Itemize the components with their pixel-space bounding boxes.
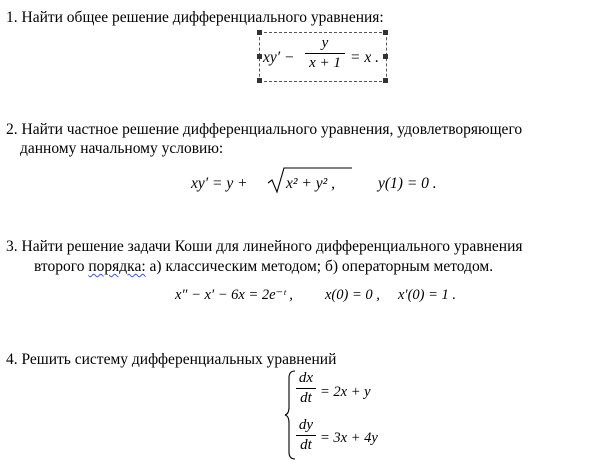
equation-1-denominator: x + 1 — [309, 55, 341, 71]
system-eq-2-rhs: = 3x + 4y — [320, 430, 378, 446]
problem-3-line-2-part-a: второго — [34, 258, 89, 275]
resize-handle-right[interactable] — [383, 54, 388, 59]
system-eq-2-derivative — [296, 418, 316, 453]
problem-3-line-2-part-b: а) классическим методом; б) операторным методом. — [145, 258, 494, 275]
equation-3-condition-2: x′(0) = 1 . — [398, 287, 457, 303]
resize-handle-bottom-left[interactable] — [257, 78, 262, 83]
system-eq-1-numerator: dx — [298, 370, 314, 386]
resize-handle-top-right[interactable] — [383, 30, 388, 35]
equation-2-initial-condition: y(1) = 0 . — [378, 175, 437, 192]
system-eq-1-denominator: dt — [300, 390, 312, 406]
system-eq-2-denominator: dt — [300, 437, 312, 453]
problem-4-heading: 4. Решить систему дифференциальных уравнений — [6, 351, 337, 368]
problem-2-heading-line-2: данному начальному условию: — [20, 140, 224, 157]
equation-1-rhs: = x . — [350, 49, 379, 66]
equation-3-condition-1: x(0) = 0 , — [325, 287, 380, 303]
resize-handle-top-left[interactable] — [257, 30, 262, 35]
equation-3-main: x″ − x′ − 6x = 2e⁻ᵗ , — [175, 287, 293, 303]
system-eq-1-rhs: = 2x + y — [320, 384, 371, 400]
resize-handle-bottom-right[interactable] — [383, 78, 388, 83]
problem-2-heading-line-1: 2. Найти частное решение дифференциального уравнения, удовлетворяющего — [6, 121, 523, 138]
equation-1-fraction — [305, 36, 345, 71]
equation-1-lhs: xy′ − — [263, 49, 295, 66]
system-eq-1-derivative — [296, 371, 316, 406]
resize-handle-left[interactable] — [257, 54, 262, 59]
problem-1-heading: 1. Найти общее решение дифференциального уравнения: — [6, 9, 384, 26]
problem-3-heading-line-2 — [34, 259, 493, 275]
spellcheck-flagged-word[interactable]: порядка: — [88, 258, 146, 275]
equation-2-lhs: xy′ = y + — [191, 175, 248, 192]
system-eq-2-numerator: dy — [298, 417, 314, 433]
problem-3-heading-line-1: 3. Найти решение задачи Коши для линейного дифференциального уравнения — [6, 238, 523, 255]
equation-2-radicand: x² + y² , — [286, 175, 336, 192]
equation-1-numerator: y — [321, 35, 329, 51]
